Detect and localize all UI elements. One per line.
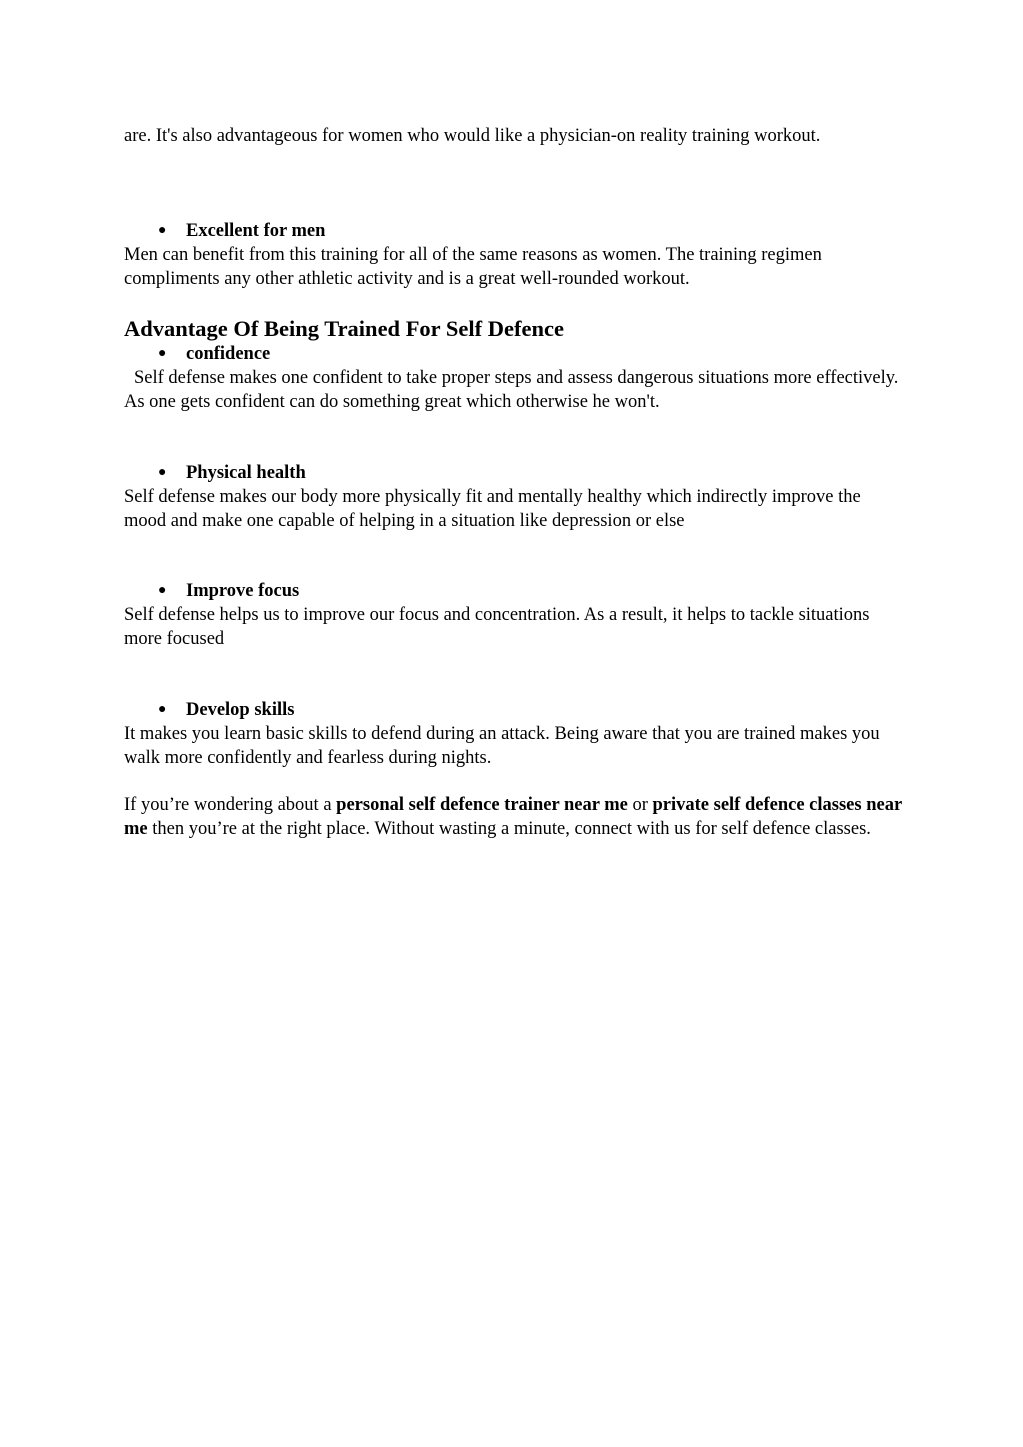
bullet-label: Physical health bbox=[186, 463, 306, 483]
men-paragraph: Men can benefit from this training for all of the same reasons as women. The training regimen compliments any other athletic activity and is a great well-rounded workout. bbox=[124, 245, 822, 289]
bullet-develop-skills bbox=[158, 698, 294, 722]
bullet-label: Develop skills bbox=[186, 700, 295, 720]
section-heading: Advantage Of Being Trained For Self Defence bbox=[124, 316, 564, 341]
closing-text-1: If you’re wondering about a bbox=[124, 795, 337, 815]
bullet-dot-icon: ● bbox=[158, 583, 167, 598]
bullet-dot-icon: ● bbox=[158, 346, 167, 361]
closing-text-2: or bbox=[627, 795, 653, 815]
bullet-excellent-for-men bbox=[158, 219, 325, 243]
confidence-paragraph: Self defense makes one confident to take proper steps and assess dangerous situations more effectively. As one gets confident can do something great which otherwise he won't. bbox=[124, 368, 899, 412]
bullet-improve-focus bbox=[158, 579, 299, 603]
closing-keyword-private-classes: private self defence classes near me bbox=[124, 795, 902, 839]
closing-paragraph bbox=[124, 793, 904, 841]
intro-paragraph: are. It's also advantageous for women who would like a physician-on reality training workout. bbox=[124, 126, 821, 146]
closing-keyword-personal-trainer: personal self defence trainer near me bbox=[336, 795, 628, 815]
develop-skills-paragraph: It makes you learn basic skills to defend during an attack. Being aware that you are trained makes you walk more confidently and fearless during nights. bbox=[124, 724, 880, 768]
bullet-dot-icon: ● bbox=[158, 465, 167, 480]
closing-text-3: then you’re at the right place. Without wasting a minute, connect with us for self defence classes. bbox=[147, 819, 871, 839]
bullet-label: Improve focus bbox=[186, 581, 300, 601]
bullet-confidence bbox=[158, 342, 270, 366]
physical-health-paragraph: Self defense makes our body more physically fit and mentally healthy which indirectly improve the mood and make one capable of helping in a situation like depression or else bbox=[124, 487, 861, 531]
improve-focus-paragraph: Self defense helps us to improve our focus and concentration. As a result, it helps to tackle situations more focused bbox=[124, 605, 870, 649]
bullet-dot-icon: ● bbox=[158, 223, 167, 238]
bullet-dot-icon: ● bbox=[158, 702, 167, 717]
bullet-label: Excellent for men bbox=[186, 221, 326, 241]
bullet-physical-health bbox=[158, 461, 306, 485]
bullet-label: confidence bbox=[186, 344, 271, 364]
